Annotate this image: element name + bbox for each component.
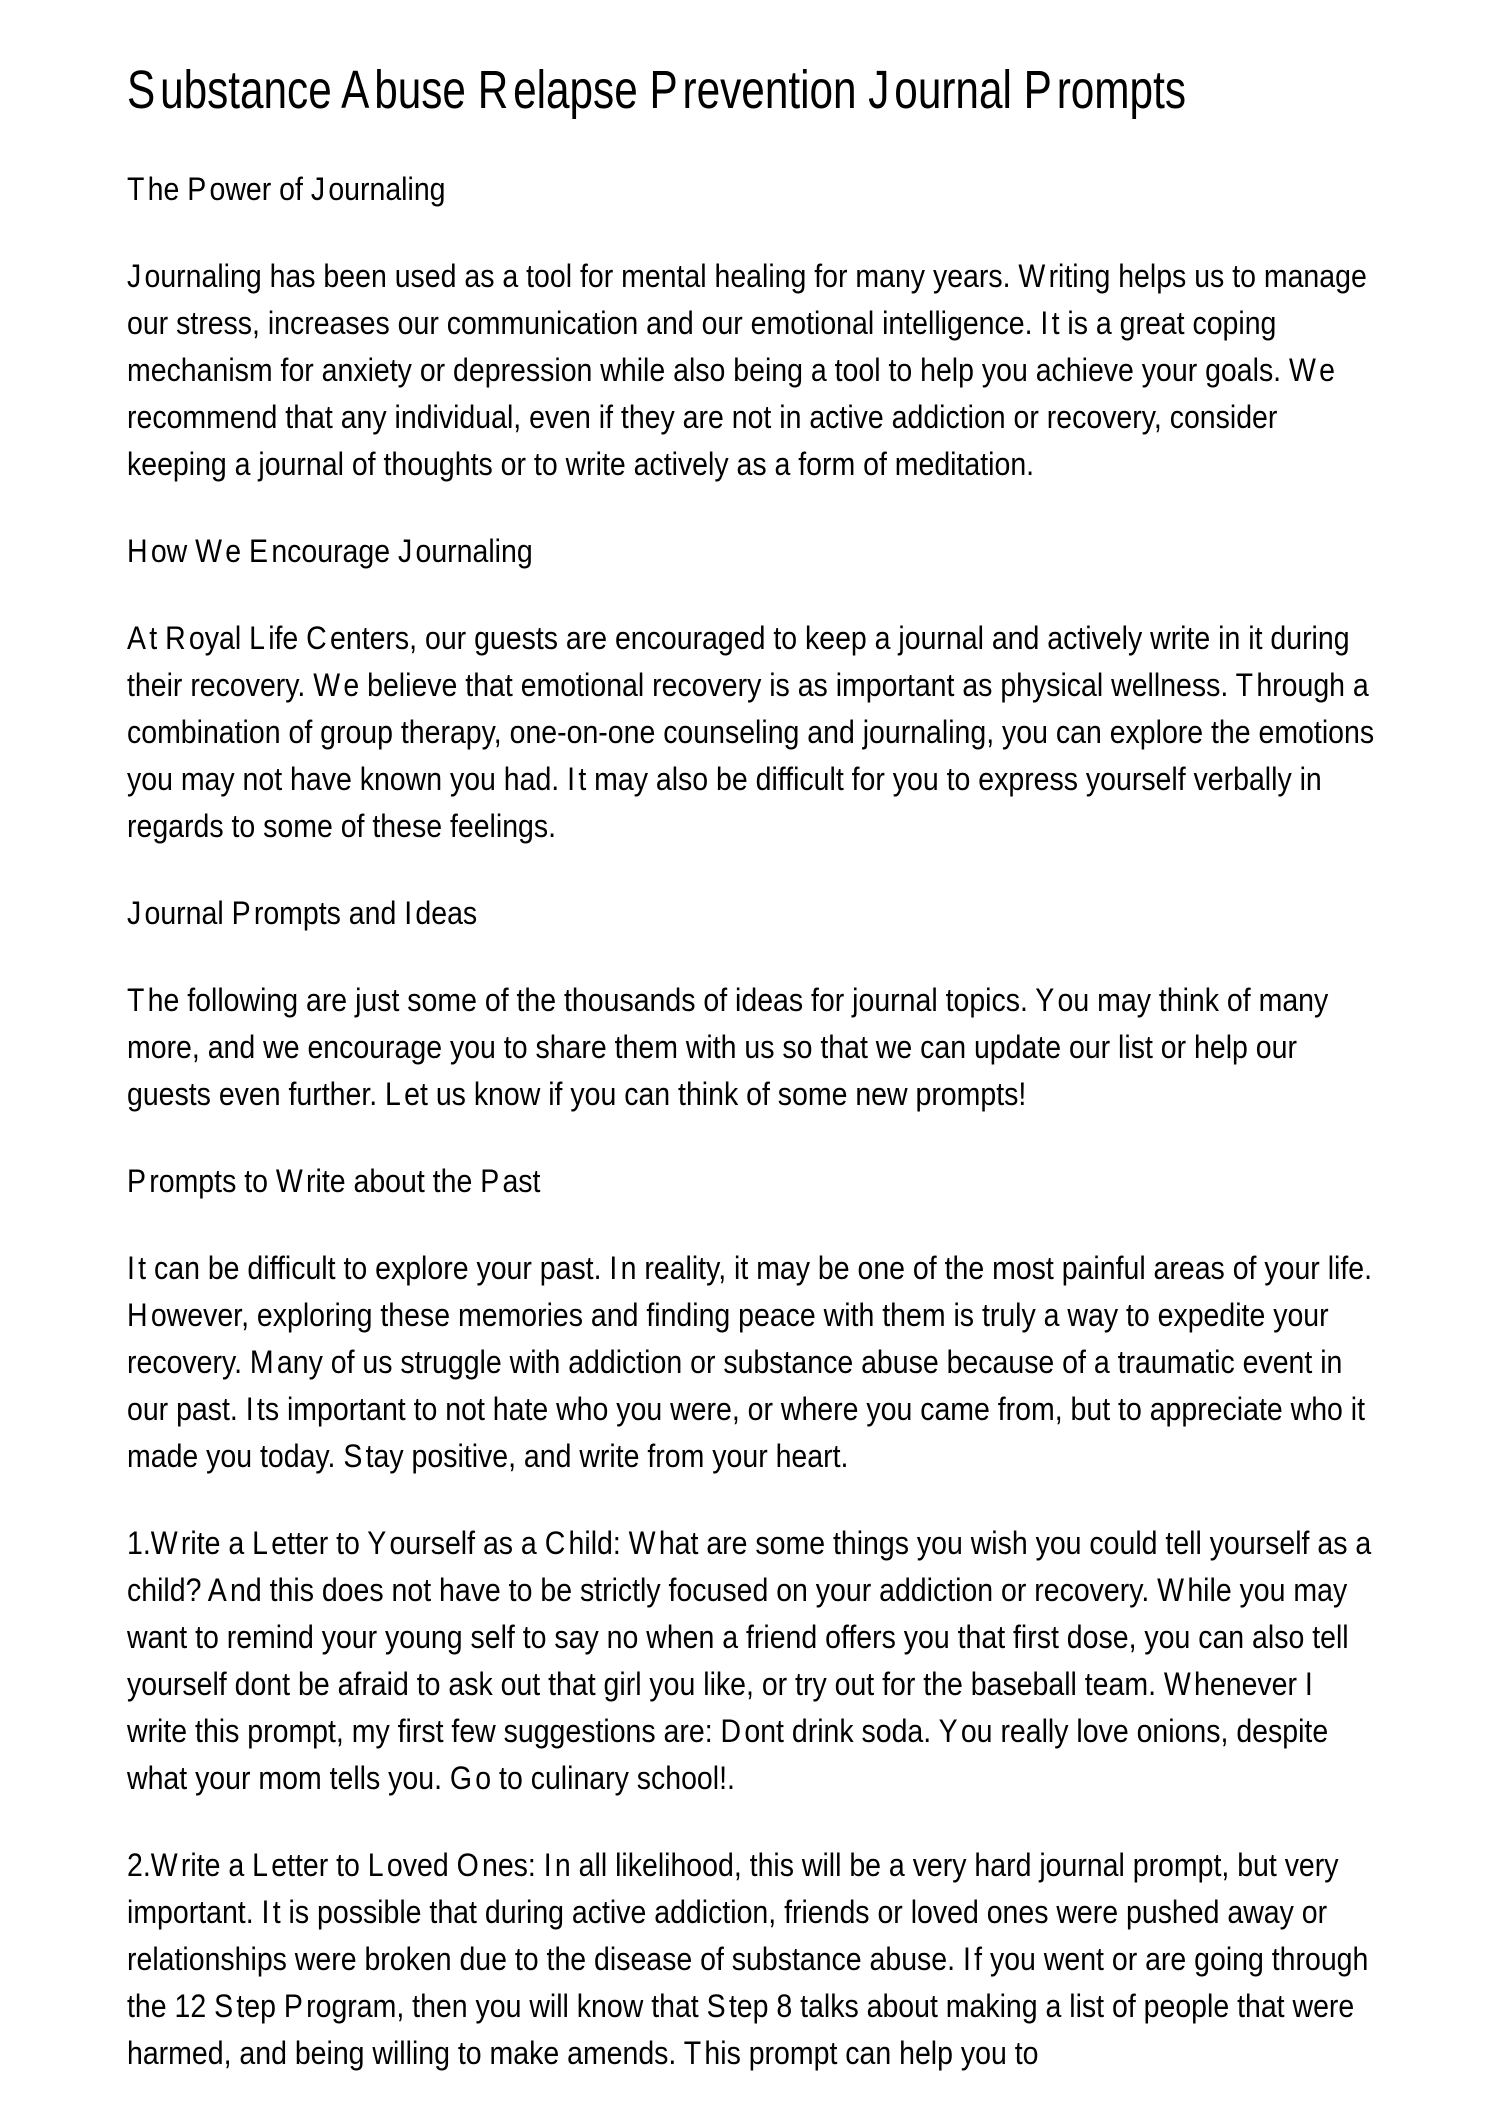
section-heading-prompts-to-write-about-the-past: P rompts to W rite about the P ast xyxy=(127,1163,541,1199)
paragraph-how-we-encourage-journaling: A t R oyal L ife C enters, our guests are encouraged to keep a journal and actively write in it during their recovery. W e believe that emotional recovery is as important as physical wellness. T hrough a combination of group therapy, one-on-one counseling and journaling, you can explore the emotions you may not have known you had. I t may also be difficult for you to express yourself verbally in regards to some of these feelings. xyxy=(127,620,1375,844)
paragraph-prompts-past-intro: I t can be difficult to explore your past. I n reality, it may be one of the most painful areas of your life. H owever, exploring these memories and finding peace with them is truly a way to expedite your recovery. M any of us struggle with addiction or substance abuse because of a traumatic event in our past. I ts important to not hate who you were, or where you came from, but to appreciate who it made you today. S tay positive, and write from your heart. xyxy=(127,1250,1373,1474)
section-heading-how-we-encourage-journaling: H ow W e E ncourage J ournaling xyxy=(127,533,533,569)
paragraph-journal-prompts-and-ideas: T he following are just some of the thousands of ideas for journal topics. Y ou may think of many more, and we encourage you to share them with us so that we can update our list or help our guests even further. L et us know if you can think of some new prompts! xyxy=(127,982,1329,1112)
section-heading-journal-prompts-and-ideas: J ournal P rompts and I deas xyxy=(127,895,478,931)
document-content xyxy=(127,60,1382,2077)
prompt-item-1-letter-to-yourself-as-a-child: 1.W rite a L etter to Y ourself as a C hild: W hat are some things you wish you could tell yourself as a child? A nd this does not have to be strictly focused on your addiction or recovery. W hile you may want to remind your young self to say no when a friend offers you that first dose, you can also tell yourself dont be afraid to ask out that girl you like, or try out for the baseball team. W henever I write this prompt, my first few suggestions are: D ont drink soda. Y ou really love onions, despite what your mom tells you. G o to culinary school!. xyxy=(127,1525,1372,1796)
section-heading-the-power-of-journaling: T he P ower of J ournaling xyxy=(127,171,446,207)
page-title: Substance Abuse Relapse Prevention Journal Prompts xyxy=(127,60,1186,120)
prompt-item-2-letter-to-loved-ones: 2.W rite a L etter to L oved O nes: I n all likelihood, this will be a very hard journal prompt, but very important. I t is possible that during active addiction, friends or loved ones were pushed away or relationships were broken due to the disease of substance abuse. I f you went or are going through the 12 S tep P rogram, then you will know that S tep 8 talks about making a list of people that were harmed, and being willing to make amends. T his prompt can help you to xyxy=(127,1847,1369,2071)
paragraph-power-of-journaling: J ournaling has been used as a tool for mental healing for many years. W riting helps us to manage our stress, increases our communication and our emotional intelligence. I t is a great coping mechanism for anxiety or depression while also being a tool to help you achieve your goals. W e recommend that any individual, even if they are not in active addiction or recovery, consider keeping a journal of thoughts or to write actively as a form of meditation. xyxy=(127,258,1367,482)
